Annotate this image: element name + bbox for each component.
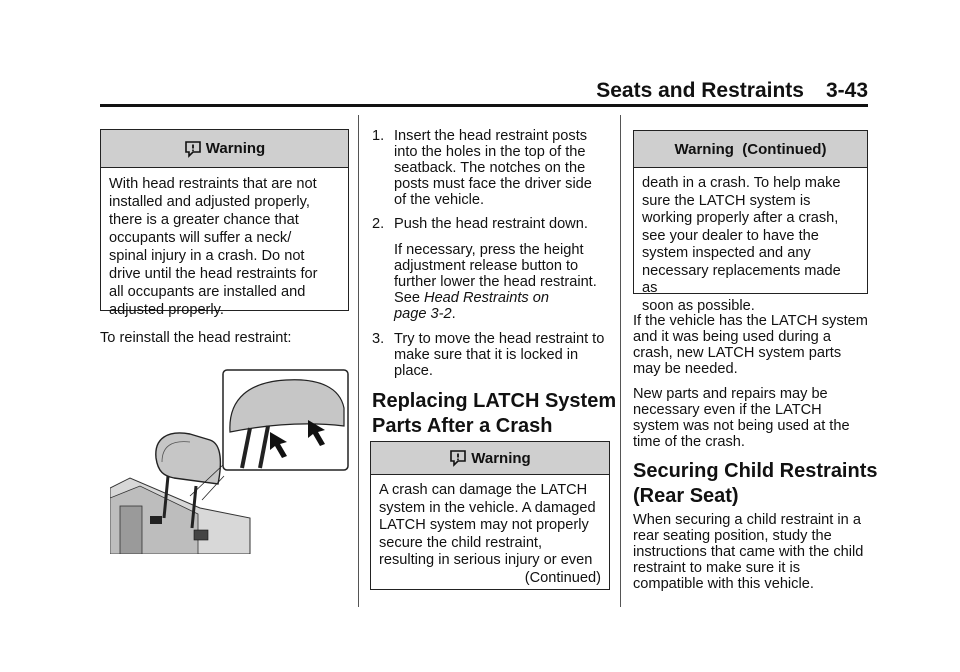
- paragraph: [633, 313, 873, 377]
- warning-line: soon as possible.: [642, 297, 755, 314]
- reference-link[interactable]: Head Restraints on: [424, 290, 549, 306]
- step-line: Try to move the head restraint to: [394, 331, 605, 347]
- heading-line: Securing Child Restraints: [633, 460, 878, 482]
- warning-line: resulting in serious injury or even: [379, 552, 593, 568]
- warning-line: working properly after a crash,: [642, 210, 839, 226]
- text-line: New parts and repairs may be: [633, 386, 828, 402]
- step-line: into the holes in the top of the: [394, 144, 586, 160]
- heading-line: (Rear Seat): [633, 485, 739, 507]
- warning-line: secure the child restraint,: [379, 534, 543, 551]
- warning-line: spinal injury in a crash. Do not: [109, 248, 305, 264]
- warning-icon: [449, 449, 467, 467]
- warning-body: [101, 168, 348, 319]
- securing-paragraph: [633, 512, 873, 592]
- step-line: adjustment release button to: [394, 258, 579, 274]
- step-number: 2.: [372, 216, 385, 232]
- warning-line: see your dealer to have the: [642, 227, 819, 244]
- step-line: If necessary, press the height: [394, 242, 584, 258]
- warning-line: With head restraints that are not: [109, 176, 317, 192]
- see-text: See: [394, 290, 420, 306]
- warning-line: there is a greater chance that: [109, 212, 299, 228]
- column-divider-1: [358, 115, 359, 607]
- warning-line: adjusted properly.: [109, 302, 224, 318]
- warning-header: [634, 131, 867, 168]
- warning-line: system inspected and any: [642, 245, 811, 261]
- head-restraint-illustration: [110, 368, 350, 554]
- section-heading-securing-child-restraints: [633, 459, 878, 509]
- warning-body: [634, 168, 867, 315]
- section-title: Seats and Restraints: [596, 79, 804, 102]
- warning-line: all occupants are installed and: [109, 284, 306, 300]
- step-line: Push the head restraint down.: [394, 216, 588, 232]
- page-number: 3-43: [825, 79, 868, 102]
- step-line: place.: [394, 363, 433, 379]
- heading-line: Replacing LATCH System: [372, 390, 617, 412]
- step-line: make sure that it is locked in: [394, 347, 579, 363]
- step-number: 1.: [372, 128, 385, 144]
- warning-header: [371, 442, 609, 475]
- section-heading-latch-replacement: [372, 389, 616, 439]
- step-line: of the vehicle.: [394, 192, 485, 208]
- period: .: [451, 306, 456, 322]
- step-line: Insert the head restraint posts: [394, 128, 588, 144]
- warning-line: death in a crash. To help make: [642, 175, 841, 191]
- list-item: [372, 216, 612, 322]
- warning-icon: [184, 140, 202, 158]
- step-number: 3.: [372, 331, 385, 347]
- warning-box-latch: [370, 441, 610, 590]
- paragraph: [633, 386, 873, 450]
- text-line: rear seating position, study the: [633, 528, 832, 544]
- warning-title: Warning: [471, 449, 531, 467]
- warning-line: A crash can damage the LATCH: [379, 482, 588, 498]
- cross-reference: [394, 290, 612, 306]
- warning-line: drive until the head restraints for: [109, 266, 318, 282]
- text-line: When securing a child restraint in a: [633, 512, 861, 528]
- text-line: may be needed.: [633, 361, 738, 377]
- text-line: restraint to make sure it is: [633, 560, 801, 576]
- page-header: [100, 80, 868, 107]
- body-text: To reinstall the head restraint:: [100, 330, 292, 346]
- warning-line: system in the vehicle. A damaged: [379, 499, 596, 516]
- text-line: If the vehicle has the LATCH system: [633, 313, 868, 329]
- warning-header: [101, 130, 348, 168]
- list-item: [372, 128, 612, 208]
- reference-page-link[interactable]: page 3-2: [394, 306, 452, 322]
- running-head: [596, 80, 868, 102]
- warning-box-head-restraints: [100, 129, 349, 318]
- latch-paragraphs: [633, 313, 873, 450]
- warning-title: Warning (Continued): [674, 140, 827, 158]
- column-divider-2: [620, 115, 621, 607]
- reinstall-intro: [100, 330, 350, 347]
- warning-line: occupants will suffer a neck/: [109, 230, 292, 246]
- warning-title: Warning: [205, 140, 266, 157]
- text-line: necessary even if the LATCH: [633, 402, 822, 418]
- step-line: further lower the head restraint.: [394, 274, 597, 290]
- step-note: [394, 242, 612, 322]
- warning-line: necessary replacements made as: [642, 262, 841, 296]
- text-line: instructions that came with the child: [633, 544, 864, 560]
- reinstall-steps: [372, 128, 612, 379]
- warning-line: sure the LATCH system is: [642, 192, 811, 209]
- text-line: compatible with this vehicle.: [633, 576, 814, 592]
- warning-line: LATCH system may not properly: [379, 517, 589, 533]
- list-item: [372, 331, 612, 379]
- step-line: seatback. The notches on the: [394, 160, 586, 176]
- text-line: and it was being used during a: [633, 329, 831, 345]
- warning-box-continued: [633, 130, 868, 314]
- warning-line: installed and adjusted properly,: [109, 194, 310, 210]
- text-line: time of the crash.: [633, 434, 745, 450]
- text-line: crash, new LATCH system parts: [633, 345, 842, 361]
- text-line: system was not being used at the: [633, 418, 850, 434]
- step-line: posts must face the driver side: [394, 176, 592, 192]
- warning-body: [371, 475, 609, 587]
- continued-label: (Continued): [524, 569, 601, 586]
- heading-line: Parts After a Crash: [372, 415, 553, 437]
